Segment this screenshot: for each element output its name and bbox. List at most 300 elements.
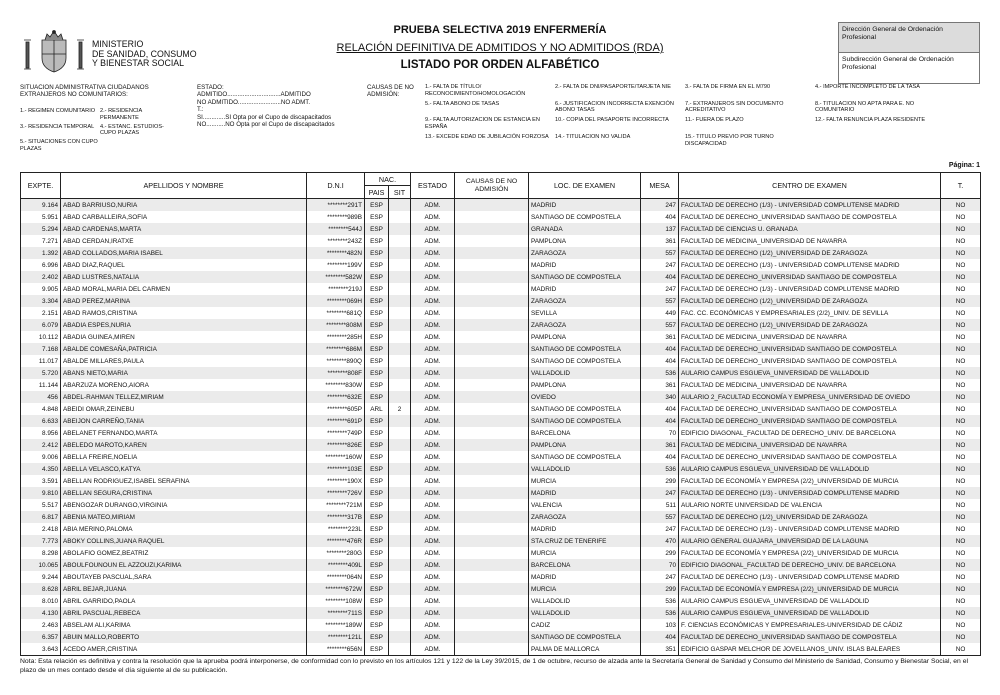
cell-sit [389,307,411,319]
cell-sit [389,523,411,535]
cell-mesa: 247 [641,259,679,271]
cell-loc-examen: MADRID [529,259,641,271]
cell-dni: ********317B [307,511,365,523]
cell-dni: ********808F [307,367,365,379]
table-row [21,451,981,463]
cell-estado: ADM. [411,331,455,343]
cell-dni: ********199V [307,259,365,271]
cell-pais: ESP [365,295,389,307]
cell-dni: ********064N [307,571,365,583]
cell-mesa: 404 [641,631,679,643]
table-row [21,355,981,367]
cell-nombre: ABRIL BEJAR,JUANA [61,583,307,595]
cell-mesa: 361 [641,235,679,247]
cell-loc-examen: SEVILLA [529,307,641,319]
cell-causas [455,607,529,619]
cell-nombre: ABAD CARBALLEIRA,SOFIA [61,211,307,223]
cell-loc-examen: SANTIAGO DE COMPOSTELA [529,631,641,643]
cell-t: NO [941,427,981,439]
cell-sit [389,355,411,367]
cell-centro-examen: AULARIO CAMPUS ESGUEVA_UNIVERSIDAD DE VALLADOLID [679,463,941,475]
col-causas: CAUSAS DE NO ADMISIÓN [455,173,529,199]
cell-centro-examen: FACULTAD DE MEDICINA_UNIVERSIDAD DE NAVARRA [679,439,941,451]
cell-dni: ********686M [307,343,365,355]
cell-causas [455,319,529,331]
cell-t: NO [941,343,981,355]
cell-causas [455,295,529,307]
cell-centro-examen: FACULTAD DE DERECHO_UNIVERSIDAD SANTIAGO DE COMPOSTELA [679,451,941,463]
cell-loc-examen: MADRID [529,199,641,212]
cell-expte: 1.392 [21,247,61,259]
document-title: PRUEBA SELECTIVA 2019 ENFERMERÍA [393,24,607,36]
cell-centro-examen: FAC. CC. ECONÓMICAS Y EMPRESARIALES (2/2)_UNIV. DE SEVILLA [679,307,941,319]
table-row [21,367,981,379]
cell-pais: ESP [365,559,389,571]
cell-expte: 5.951 [21,211,61,223]
cell-pais: ARL [365,403,389,415]
cell-dni: ********223L [307,523,365,535]
cell-sit [389,235,411,247]
cell-t: NO [941,475,981,487]
cell-centro-examen: AULARIO CAMPUS ESGUEVA_UNIVERSIDAD DE VALLADOLID [679,595,941,607]
cell-estado: ADM. [411,307,455,319]
cell-expte: 8.628 [21,583,61,595]
cell-pais: ESP [365,571,389,583]
cell-sit: 2 [389,403,411,415]
cell-pais: ESP [365,487,389,499]
col-sit: SIT [389,186,411,199]
cell-dni: ********476R [307,535,365,547]
cell-expte: 6.633 [21,415,61,427]
cell-estado: ADM. [411,271,455,283]
cell-dni: ********808M [307,319,365,331]
cell-nombre: ABOKY COLLINS,JUANA RAQUEL [61,535,307,547]
cell-t: NO [941,271,981,283]
cell-pais: ESP [365,355,389,367]
cell-mesa: 404 [641,343,679,355]
table-row [21,511,981,523]
cell-t: NO [941,319,981,331]
col-t: T. [941,173,981,199]
cell-loc-examen: MURCIA [529,583,641,595]
cell-expte: 3.643 [21,643,61,656]
cell-expte: 2.402 [21,271,61,283]
situacion-legend [20,108,190,153]
cell-mesa: 340 [641,391,679,403]
cell-causas [455,559,529,571]
cell-causas [455,211,529,223]
cell-t: NO [941,631,981,643]
cell-pais: ESP [365,475,389,487]
table-row [21,631,981,643]
direccion-general-box [838,22,980,84]
ministry-line: DE SANIDAD, CONSUMO [92,48,197,59]
cell-causas [455,511,529,523]
cell-expte: 10.112 [21,331,61,343]
situacion-legend-title: SITUACION ADMINISTRATIVA CIUDADANOS EXTRANJEROS NO COMUNITARIOS: [20,84,149,99]
cell-mesa: 361 [641,379,679,391]
cell-t: NO [941,571,981,583]
cell-loc-examen: VALLADOLID [529,595,641,607]
cell-t: NO [941,499,981,511]
cell-nombre: ABEIJON CARREÑO,TANIA [61,415,307,427]
cell-estado: ADM. [411,415,455,427]
col-nac: NAC. [365,173,411,186]
cell-expte: 9.006 [21,451,61,463]
cell-estado: ADM. [411,355,455,367]
cell-loc-examen: PAMPLONA [529,379,641,391]
table-row [21,571,981,583]
cell-expte: 4.848 [21,403,61,415]
col-centro-examen: CENTRO DE EXAMEN [679,173,941,199]
cell-mesa: 404 [641,271,679,283]
table-row [21,595,981,607]
cell-sit [389,319,411,331]
table-row [21,307,981,319]
col-nombre: APELLIDOS Y NOMBRE [61,173,307,199]
cell-loc-examen: BARCELONA [529,427,641,439]
table-row [21,583,981,595]
table-row [21,535,981,547]
cell-t: NO [941,547,981,559]
cell-mesa: 557 [641,295,679,307]
cell-mesa: 299 [641,583,679,595]
cell-mesa: 299 [641,547,679,559]
cell-expte: 5.294 [21,223,61,235]
cell-causas [455,367,529,379]
cell-dni: ********605P [307,403,365,415]
cell-sit [389,571,411,583]
cell-pais: ESP [365,463,389,475]
cell-mesa: 361 [641,439,679,451]
cell-estado: ADM. [411,523,455,535]
subdireccion-general-label: Subdirección General de Ordenación Profesional [842,56,954,72]
cell-pais: ESP [365,415,389,427]
cell-nombre: ABALDE MILLARES,PAULA [61,355,307,367]
cell-dni: ********672W [307,583,365,595]
cell-loc-examen: CADIZ [529,619,641,631]
cell-causas [455,523,529,535]
cell-centro-examen: FACULTAD DE DERECHO_UNIVERSIDAD SANTIAGO DE COMPOSTELA [679,343,941,355]
table-row [21,643,981,656]
table-row [21,247,981,259]
cell-dni: ********830W [307,379,365,391]
cell-expte: 8.956 [21,427,61,439]
cell-pais: ESP [365,367,389,379]
cell-pais: ESP [365,379,389,391]
cell-expte: 6.357 [21,631,61,643]
cell-sit [389,643,411,656]
causa-item: 4.- IMPORTE INCOMPLETO DE LA TASA [815,84,920,90]
cell-nombre: ABAD LUSTRES,NATALIA [61,271,307,283]
cell-nombre: ABADIA GUINEA,MIREN [61,331,307,343]
cell-expte: 8.298 [21,547,61,559]
cell-estado: ADM. [411,439,455,451]
cell-expte: 6.079 [21,319,61,331]
cell-estado: ADM. [411,487,455,499]
cell-mesa: 557 [641,247,679,259]
cell-dni: ********721M [307,499,365,511]
cell-mesa: 511 [641,499,679,511]
cell-t: NO [941,235,981,247]
table-row [21,211,981,223]
cell-estado: ADM. [411,619,455,631]
cell-causas [455,439,529,451]
cell-loc-examen: ZARAGOZA [529,295,641,307]
cell-causas [455,331,529,343]
table-row [21,223,981,235]
causa-item: 15.- TITULO PREVIO POR TURNO DISCAPACIDAD [685,133,774,147]
cell-expte: 8.010 [21,595,61,607]
cell-causas [455,271,529,283]
cell-dni: ********681Q [307,307,365,319]
cell-loc-examen: OVIEDO [529,391,641,403]
cell-dni: ********656N [307,643,365,656]
cell-centro-examen: AULARIO NORTE UNIVERSIDAD DE VALENCIA [679,499,941,511]
cell-sit [389,439,411,451]
direccion-general-label: Dirección General de Ordenación Profesional [839,23,979,53]
cell-loc-examen: SANTIAGO DE COMPOSTELA [529,271,641,283]
listing-order-title: LISTADO POR ORDEN ALFABÉTICO [400,59,600,71]
cell-estado: ADM. [411,259,455,271]
cell-t: NO [941,379,981,391]
cell-dni: ********482N [307,247,365,259]
cell-pais: ESP [365,547,389,559]
cell-estado: ADM. [411,199,455,212]
causa-item: 8.- TITULACION NO APTA PARA E. NO COMUNITARIO [815,100,915,114]
col-estado: ESTADO [411,173,455,199]
cell-centro-examen: FACULTAD DE DERECHO (1/2)_UNIVERSIDAD DE ZARAGOZA [679,247,941,259]
cell-loc-examen: MURCIA [529,475,641,487]
document-subtitle: RELACIÓN DEFINITIVA DE ADMITIDOS Y NO ADMITIDOS (RDA) [336,42,664,54]
table-row [21,271,981,283]
cell-centro-examen: FACULTAD DE DERECHO (1/3) - UNIVERSIDAD COMPLUTENSE MADRID [679,523,941,535]
cell-t: NO [941,307,981,319]
situacion-item: 5.- SITUACIONES CON CUPO PLAZAS [20,139,98,152]
situacion-item: 4.- ESTANC. ESTUDIOS-CUPO PLAZAS [100,123,164,137]
cell-sit [389,451,411,463]
cell-dni: ********291T [307,199,365,212]
cell-nombre: ABENGOZAR DURANGO,VIRGINIA [61,499,307,511]
cell-dni: ********749P [307,427,365,439]
cell-expte: 10.065 [21,559,61,571]
estado-legend-line: SI.............SI Opta por el Cupo de discapacitados [197,113,332,121]
cell-dni: ********726V [307,487,365,499]
cell-causas [455,235,529,247]
cell-t: NO [941,619,981,631]
cell-estado: ADM. [411,211,455,223]
table-row [21,547,981,559]
cell-expte: 7.168 [21,343,61,355]
cell-centro-examen: EDIFICIO DIAGONAL_FACULTAD DE DERECHO_UNIV. DE BARCELONA [679,559,941,571]
cell-dni: ********285H [307,331,365,343]
cell-centro-examen: FACULTAD DE DERECHO_UNIVERSIDAD SANTIAGO DE COMPOSTELA [679,211,941,223]
cell-nombre: ABARZUZA MORENO,AIORA [61,379,307,391]
cell-dni: ********989B [307,211,365,223]
cell-pais: ESP [365,307,389,319]
estado-legend-line: ADMITIDO...............................ADMITIDO [197,91,311,99]
cell-estado: ADM. [411,463,455,475]
cell-nombre: ABSELAM ALI,KARIMA [61,619,307,631]
cell-nombre: ABAD BARRIUSO,NURIA [61,199,307,212]
cell-sit [389,487,411,499]
causa-item [815,134,943,148]
cell-estado: ADM. [411,283,455,295]
cell-nombre: ABAD CERDAN,IRATXE [61,235,307,247]
cell-nombre: ABANS NIETO,MARIA [61,367,307,379]
cell-causas [455,547,529,559]
cell-mesa: 404 [641,355,679,367]
cell-t: NO [941,535,981,547]
cell-centro-examen: FACULTAD DE MEDICINA_UNIVERSIDAD DE NAVARRA [679,235,941,247]
table-row [21,475,981,487]
cell-loc-examen: MADRID [529,523,641,535]
table-row [21,283,981,295]
estado-legend-line: NO ADMITIDO.........................NO ADMT. [197,98,311,106]
cell-causas [455,595,529,607]
table-row [21,295,981,307]
cell-causas [455,631,529,643]
cell-pais: ESP [365,271,389,283]
cell-expte: 6.996 [21,259,61,271]
cell-t: NO [941,487,981,499]
cell-sit [389,259,411,271]
causa-item: 10.- COPIA DEL PASAPORTE INCORRECTA [555,117,669,124]
cell-mesa: 361 [641,331,679,343]
cell-estado: ADM. [411,607,455,619]
cell-dni: ********069H [307,295,365,307]
cell-pais: ESP [365,319,389,331]
cell-sit [389,547,411,559]
cell-mesa: 557 [641,319,679,331]
cell-causas [455,355,529,367]
cell-expte: 6.817 [21,511,61,523]
cell-t: NO [941,523,981,535]
cell-expte: 9.905 [21,283,61,295]
table-row [21,499,981,511]
cell-causas [455,415,529,427]
cell-pais: ESP [365,199,389,212]
cell-pais: ESP [365,607,389,619]
cell-estado: ADM. [411,499,455,511]
cell-causas [455,643,529,656]
table-row [21,523,981,535]
cell-pais: ESP [365,427,389,439]
table-row [21,607,981,619]
cell-estado: ADM. [411,571,455,583]
cell-mesa: 404 [641,451,679,463]
causa-item: 12.- FALTA RENUNCIA PLAZA RESIDENTE [815,117,926,124]
cell-sit [389,559,411,571]
cell-causas [455,247,529,259]
cell-nombre: ABIA MERINO,PALOMA [61,523,307,535]
cell-causas [455,307,529,319]
cell-mesa: 247 [641,487,679,499]
cell-dni: ********190X [307,475,365,487]
estado-legend [197,84,362,128]
cell-mesa: 404 [641,415,679,427]
cell-expte: 2.412 [21,439,61,451]
causa-item: 11.- FUERA DE PLAZO [685,117,744,124]
col-expte: EXPTE. [21,173,61,199]
cell-estado: ADM. [411,223,455,235]
cell-nombre: ABENIA MATEO,MIRIAM [61,511,307,523]
cell-causas [455,571,529,583]
cell-estado: ADM. [411,235,455,247]
causa-item: 2.- FALTA DE DNI/PASAPORTE/TARJETA NIE [555,84,671,90]
table-row [21,259,981,271]
cell-expte: 3.591 [21,475,61,487]
cell-loc-examen: MADRID [529,571,641,583]
cell-centro-examen: AULARIO CAMPUS ESGUEVA_UNIVERSIDAD DE VALLADOLID [679,367,941,379]
cell-centro-examen: FACULTAD DE DERECHO (1/3) - UNIVERSIDAD COMPLUTENSE MADRID [679,571,941,583]
cell-pais: ESP [365,643,389,656]
cell-loc-examen: PALMA DE MALLORCA [529,643,641,656]
cell-loc-examen: STA.CRUZ DE TENERIFE [529,535,641,547]
cell-pais: ESP [365,451,389,463]
cell-causas [455,403,529,415]
cell-dni: ********243Z [307,235,365,247]
cell-dni: ********409L [307,559,365,571]
cell-sit [389,211,411,223]
cell-t: NO [941,607,981,619]
cell-loc-examen: SANTIAGO DE COMPOSTELA [529,415,641,427]
cell-mesa: 103 [641,619,679,631]
cell-centro-examen: AULARIO GENERAL GUAJARA_UNIVERSIDAD DE LA LAGUNA [679,535,941,547]
cell-nombre: ABDEL-RAHMAN TELLEZ,MIRIAM [61,391,307,403]
cell-sit [389,511,411,523]
cell-estado: ADM. [411,247,455,259]
cell-mesa: 351 [641,643,679,656]
cell-sit [389,379,411,391]
cell-expte: 11.144 [21,379,61,391]
cell-estado: ADM. [411,367,455,379]
cell-sit [389,535,411,547]
cell-mesa: 137 [641,223,679,235]
cell-centro-examen: FACULTAD DE MEDICINA_UNIVERSIDAD DE NAVARRA [679,379,941,391]
cell-loc-examen: VALLADOLID [529,463,641,475]
cell-mesa: 536 [641,463,679,475]
cell-nombre: ABELLA VELASCO,KATYA [61,463,307,475]
cell-dni: ********582W [307,271,365,283]
cell-pais: ESP [365,223,389,235]
cell-mesa: 449 [641,307,679,319]
cell-centro-examen: FACULTAD DE DERECHO_UNIVERSIDAD SANTIAGO DE COMPOSTELA [679,403,941,415]
cell-t: NO [941,415,981,427]
cell-loc-examen: PAMPLONA [529,439,641,451]
cell-pais: ESP [365,511,389,523]
cell-pais: ESP [365,631,389,643]
cell-centro-examen: FACULTAD DE DERECHO_UNIVERSIDAD SANTIAGO DE COMPOSTELA [679,415,941,427]
cell-expte: 456 [21,391,61,403]
cell-pais: ESP [365,247,389,259]
cell-t: NO [941,583,981,595]
table-row [21,379,981,391]
cell-dni: ********691P [307,415,365,427]
cell-mesa: 70 [641,559,679,571]
cell-loc-examen: SANTIAGO DE COMPOSTELA [529,343,641,355]
cell-loc-examen: MADRID [529,283,641,295]
cell-mesa: 404 [641,211,679,223]
cell-estado: ADM. [411,547,455,559]
cell-centro-examen: FACULTAD DE DERECHO (1/3) - UNIVERSIDAD COMPLUTENSE MADRID [679,487,941,499]
cell-sit [389,607,411,619]
cell-centro-examen: EDIFICIO DIAGONAL_FACULTAD DE DERECHO_UNIV. DE BARCELONA [679,427,941,439]
cell-centro-examen: FACULTAD DE CIENCIAS U. GRANADA [679,223,941,235]
cell-estado: ADM. [411,511,455,523]
cell-sit [389,619,411,631]
cell-estado: ADM. [411,631,455,643]
